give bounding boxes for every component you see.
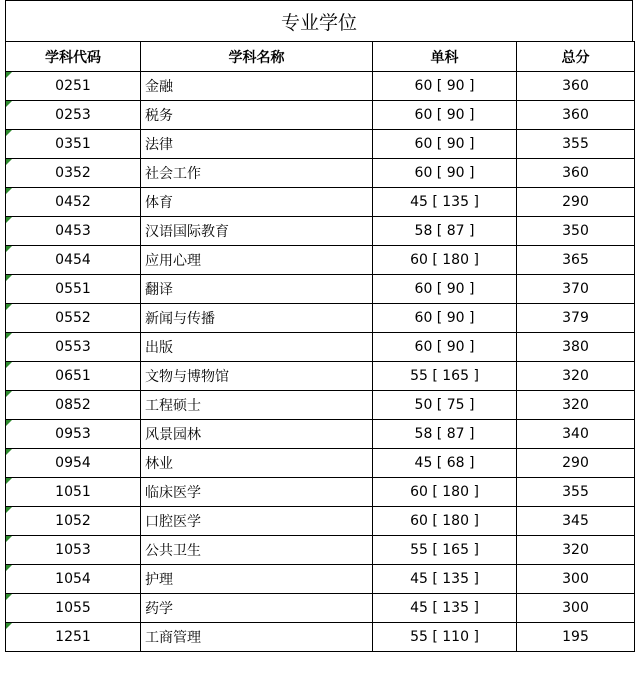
cell-total-score-text: 360 — [562, 107, 589, 123]
cell-single-score[interactable] — [373, 246, 517, 275]
cell-subject-name-text: 税务 — [145, 108, 173, 124]
cell-single-score[interactable] — [373, 449, 517, 478]
cell-total-score[interactable] — [517, 565, 635, 594]
cell-subject-name[interactable] — [141, 449, 373, 478]
cell-total-score[interactable] — [517, 246, 635, 275]
cell-subject-name-text: 药学 — [145, 601, 173, 617]
cell-subject-code-text: 1251 — [55, 629, 91, 645]
table-row — [6, 159, 635, 188]
cell-single-score[interactable] — [373, 217, 517, 246]
table-row — [6, 362, 635, 391]
cell-single-score-text: 58 [ 87 ] — [414, 426, 475, 442]
cell-single-score-text: 60 [ 90 ] — [414, 339, 475, 355]
cell-single-score[interactable] — [373, 623, 517, 652]
cell-subject-code-text: 0553 — [55, 339, 91, 355]
cell-subject-code[interactable] — [6, 188, 141, 217]
table-row — [6, 420, 635, 449]
cell-single-score[interactable] — [373, 536, 517, 565]
cell-single-score[interactable] — [373, 333, 517, 362]
cell-subject-name-text: 法律 — [145, 137, 173, 153]
cell-single-score-text: 60 [ 90 ] — [414, 107, 475, 123]
cell-subject-code[interactable] — [6, 449, 141, 478]
cell-single-score-text: 55 [ 165 ] — [410, 542, 479, 558]
cell-total-score[interactable] — [517, 391, 635, 420]
cell-total-score[interactable] — [517, 623, 635, 652]
cell-total-score[interactable] — [517, 304, 635, 333]
text-number-flag-icon — [6, 101, 12, 107]
cell-subject-name-text: 社会工作 — [145, 166, 201, 182]
cell-single-score[interactable] — [373, 594, 517, 623]
cell-total-score-text: 195 — [562, 629, 589, 645]
header-name[interactable]: 学科名称 — [141, 42, 373, 72]
cell-total-score-text: 379 — [562, 310, 589, 326]
cell-total-score[interactable] — [517, 130, 635, 159]
text-number-flag-icon — [6, 217, 12, 223]
text-number-flag-icon — [6, 188, 12, 194]
cell-subject-name-text: 风景园林 — [145, 427, 201, 443]
cell-subject-code[interactable] — [6, 362, 141, 391]
table-row — [6, 304, 635, 333]
cell-single-score-text: 45 [ 135 ] — [410, 571, 479, 587]
cell-subject-code-text: 0551 — [55, 281, 91, 297]
cell-total-score[interactable] — [517, 159, 635, 188]
cell-total-score-text: 340 — [562, 426, 589, 442]
cell-subject-code-text: 0552 — [55, 310, 91, 326]
cell-subject-name[interactable] — [141, 478, 373, 507]
cell-subject-code[interactable] — [6, 217, 141, 246]
cell-single-score-text: 55 [ 110 ] — [410, 629, 479, 645]
cell-total-score[interactable] — [517, 72, 635, 101]
text-number-flag-icon — [6, 275, 12, 281]
cell-single-score-text: 58 [ 87 ] — [414, 223, 475, 239]
cell-subject-code[interactable] — [6, 304, 141, 333]
cell-subject-name[interactable] — [141, 130, 373, 159]
cell-total-score[interactable] — [517, 101, 635, 130]
cell-subject-code[interactable] — [6, 159, 141, 188]
sheet-title: 专业学位 — [5, 0, 633, 41]
text-number-flag-icon — [6, 391, 12, 397]
table-row — [6, 565, 635, 594]
table-row — [6, 275, 635, 304]
cell-subject-name-text: 应用心理 — [145, 253, 201, 269]
cell-subject-name[interactable] — [141, 188, 373, 217]
cell-total-score-text: 300 — [562, 600, 589, 616]
cell-subject-name[interactable] — [141, 101, 373, 130]
cell-total-score-text: 370 — [562, 281, 589, 297]
table-row — [6, 72, 635, 101]
cell-single-score-text: 60 [ 180 ] — [410, 252, 479, 268]
cell-subject-name[interactable] — [141, 362, 373, 391]
table-row — [6, 130, 635, 159]
cell-total-score[interactable] — [517, 188, 635, 217]
cell-total-score-text: 320 — [562, 542, 589, 558]
cell-single-score-text: 45 [ 135 ] — [410, 600, 479, 616]
cell-subject-code[interactable] — [6, 565, 141, 594]
cell-subject-code-text: 1055 — [55, 600, 91, 616]
cell-subject-name-text: 工商管理 — [145, 630, 201, 646]
cell-total-score[interactable] — [517, 536, 635, 565]
cell-total-score[interactable] — [517, 594, 635, 623]
cell-subject-name[interactable] — [141, 391, 373, 420]
cell-single-score[interactable] — [373, 478, 517, 507]
cell-subject-name[interactable] — [141, 507, 373, 536]
cell-single-score-text: 60 [ 90 ] — [414, 136, 475, 152]
table-row — [6, 594, 635, 623]
cell-subject-code-text: 0351 — [55, 136, 91, 152]
cell-single-score-text: 60 [ 90 ] — [414, 78, 475, 94]
text-number-flag-icon — [6, 304, 12, 310]
table-row — [6, 246, 635, 275]
cell-subject-code[interactable] — [6, 507, 141, 536]
cell-subject-name-text: 金融 — [145, 79, 173, 95]
cell-subject-name-text: 新闻与传播 — [145, 311, 215, 327]
cell-total-score[interactable] — [517, 420, 635, 449]
cell-subject-name[interactable] — [141, 304, 373, 333]
cell-single-score[interactable] — [373, 565, 517, 594]
cell-subject-code[interactable] — [6, 246, 141, 275]
cell-single-score[interactable] — [373, 159, 517, 188]
cell-single-score-text: 50 [ 75 ] — [414, 397, 475, 413]
text-number-flag-icon — [6, 478, 12, 484]
cell-subject-code[interactable] — [6, 391, 141, 420]
cell-single-score[interactable] — [373, 304, 517, 333]
cell-single-score-text: 55 [ 165 ] — [410, 368, 479, 384]
header-total[interactable]: 总分 — [517, 42, 635, 72]
cell-subject-name[interactable] — [141, 565, 373, 594]
cell-subject-name-text: 口腔医学 — [145, 514, 201, 530]
cell-total-score-text: 360 — [562, 165, 589, 181]
cell-subject-name-text: 翻译 — [145, 282, 173, 298]
cell-single-score-text: 60 [ 180 ] — [410, 513, 479, 529]
cell-total-score[interactable] — [517, 362, 635, 391]
cell-single-score[interactable] — [373, 130, 517, 159]
cell-single-score-text: 60 [ 90 ] — [414, 281, 475, 297]
text-number-flag-icon — [6, 362, 12, 368]
cell-single-score[interactable] — [373, 188, 517, 217]
table-row — [6, 507, 635, 536]
cell-subject-name-text: 文物与博物馆 — [145, 369, 229, 385]
table-row — [6, 478, 635, 507]
cell-total-score[interactable] — [517, 275, 635, 304]
text-number-flag-icon — [6, 159, 12, 165]
table-row — [6, 449, 635, 478]
cell-total-score-text: 380 — [562, 339, 589, 355]
text-number-flag-icon — [6, 72, 12, 78]
text-number-flag-icon — [6, 623, 12, 629]
cell-single-score[interactable] — [373, 507, 517, 536]
cell-total-score-text: 345 — [562, 513, 589, 529]
cell-subject-code-text: 0651 — [55, 368, 91, 384]
text-number-flag-icon — [6, 507, 12, 513]
cell-subject-code[interactable] — [6, 478, 141, 507]
cell-subject-code-text: 0954 — [55, 455, 91, 471]
table-body — [6, 72, 635, 652]
cell-total-score-text: 350 — [562, 223, 589, 239]
cell-subject-code[interactable] — [6, 420, 141, 449]
header-row — [6, 42, 635, 72]
cell-subject-name[interactable] — [141, 623, 373, 652]
cell-total-score-text: 355 — [562, 136, 589, 152]
text-number-flag-icon — [6, 449, 12, 455]
cell-single-score[interactable] — [373, 362, 517, 391]
cell-subject-name[interactable] — [141, 275, 373, 304]
cell-subject-code-text: 0454 — [55, 252, 91, 268]
cell-subject-name[interactable] — [141, 72, 373, 101]
cell-subject-name-text: 汉语国际教育 — [145, 224, 229, 240]
table-row — [6, 536, 635, 565]
cell-subject-code[interactable] — [6, 536, 141, 565]
cell-subject-name-text: 出版 — [145, 340, 173, 356]
table-row — [6, 391, 635, 420]
cell-subject-name-text: 公共卫生 — [145, 543, 201, 559]
cell-subject-code-text: 0852 — [55, 397, 91, 413]
cell-subject-name-text: 体育 — [145, 195, 173, 211]
cell-subject-name[interactable] — [141, 217, 373, 246]
table-row — [6, 333, 635, 362]
cell-total-score[interactable] — [517, 507, 635, 536]
cell-subject-code-text: 1052 — [55, 513, 91, 529]
header-single[interactable]: 单科 — [373, 42, 517, 72]
text-number-flag-icon — [6, 565, 12, 571]
cell-total-score-text: 300 — [562, 571, 589, 587]
cell-subject-name[interactable] — [141, 594, 373, 623]
text-number-flag-icon — [6, 536, 12, 542]
cell-subject-code-text: 0253 — [55, 107, 91, 123]
cell-total-score[interactable] — [517, 449, 635, 478]
cell-subject-code[interactable] — [6, 275, 141, 304]
cell-subject-name-text: 工程硕士 — [145, 398, 201, 414]
text-number-flag-icon — [6, 420, 12, 426]
table-row — [6, 101, 635, 130]
cell-total-score-text: 355 — [562, 484, 589, 500]
cell-subject-code-text: 0453 — [55, 223, 91, 239]
cell-subject-code-text: 0251 — [55, 78, 91, 94]
cell-total-score-text: 290 — [562, 194, 589, 210]
header-code[interactable]: 学科代码 — [6, 42, 141, 72]
text-number-flag-icon — [6, 594, 12, 600]
cell-single-score[interactable] — [373, 101, 517, 130]
cell-subject-code-text: 1053 — [55, 542, 91, 558]
text-number-flag-icon — [6, 130, 12, 136]
cell-subject-code[interactable] — [6, 333, 141, 362]
cell-subject-code[interactable] — [6, 594, 141, 623]
table-row — [6, 217, 635, 246]
cell-total-score[interactable] — [517, 217, 635, 246]
cell-subject-code-text: 0452 — [55, 194, 91, 210]
cell-subject-code-text: 0352 — [55, 165, 91, 181]
cell-total-score-text: 290 — [562, 455, 589, 471]
cell-total-score[interactable] — [517, 478, 635, 507]
cell-subject-code-text: 1051 — [55, 484, 91, 500]
text-number-flag-icon — [6, 333, 12, 339]
score-table — [5, 41, 635, 652]
cell-total-score-text: 365 — [562, 252, 589, 268]
cell-subject-code-text: 0953 — [55, 426, 91, 442]
cell-single-score[interactable] — [373, 275, 517, 304]
cell-total-score[interactable] — [517, 333, 635, 362]
cell-single-score-text: 60 [ 90 ] — [414, 165, 475, 181]
cell-total-score-text: 320 — [562, 368, 589, 384]
cell-subject-code-text: 1054 — [55, 571, 91, 587]
cell-subject-name[interactable] — [141, 536, 373, 565]
cell-subject-code[interactable] — [6, 623, 141, 652]
cell-subject-name[interactable] — [141, 159, 373, 188]
table-row — [6, 623, 635, 652]
cell-subject-name[interactable] — [141, 246, 373, 275]
cell-subject-name-text: 护理 — [145, 572, 173, 588]
cell-single-score-text: 45 [ 135 ] — [410, 194, 479, 210]
cell-single-score-text: 60 [ 180 ] — [410, 484, 479, 500]
cell-total-score-text: 360 — [562, 78, 589, 94]
cell-single-score[interactable] — [373, 391, 517, 420]
cell-subject-name[interactable] — [141, 333, 373, 362]
cell-subject-code[interactable] — [6, 72, 141, 101]
cell-subject-code[interactable] — [6, 130, 141, 159]
cell-subject-name[interactable] — [141, 420, 373, 449]
cell-subject-name-text: 林业 — [145, 456, 173, 472]
cell-single-score-text: 60 [ 90 ] — [414, 310, 475, 326]
cell-subject-name-text: 临床医学 — [145, 485, 201, 501]
cell-subject-code[interactable] — [6, 101, 141, 130]
text-number-flag-icon — [6, 246, 12, 252]
cell-single-score-text: 45 [ 68 ] — [414, 455, 475, 471]
cell-single-score[interactable] — [373, 420, 517, 449]
table-row — [6, 188, 635, 217]
cell-single-score[interactable] — [373, 72, 517, 101]
cell-total-score-text: 320 — [562, 397, 589, 413]
